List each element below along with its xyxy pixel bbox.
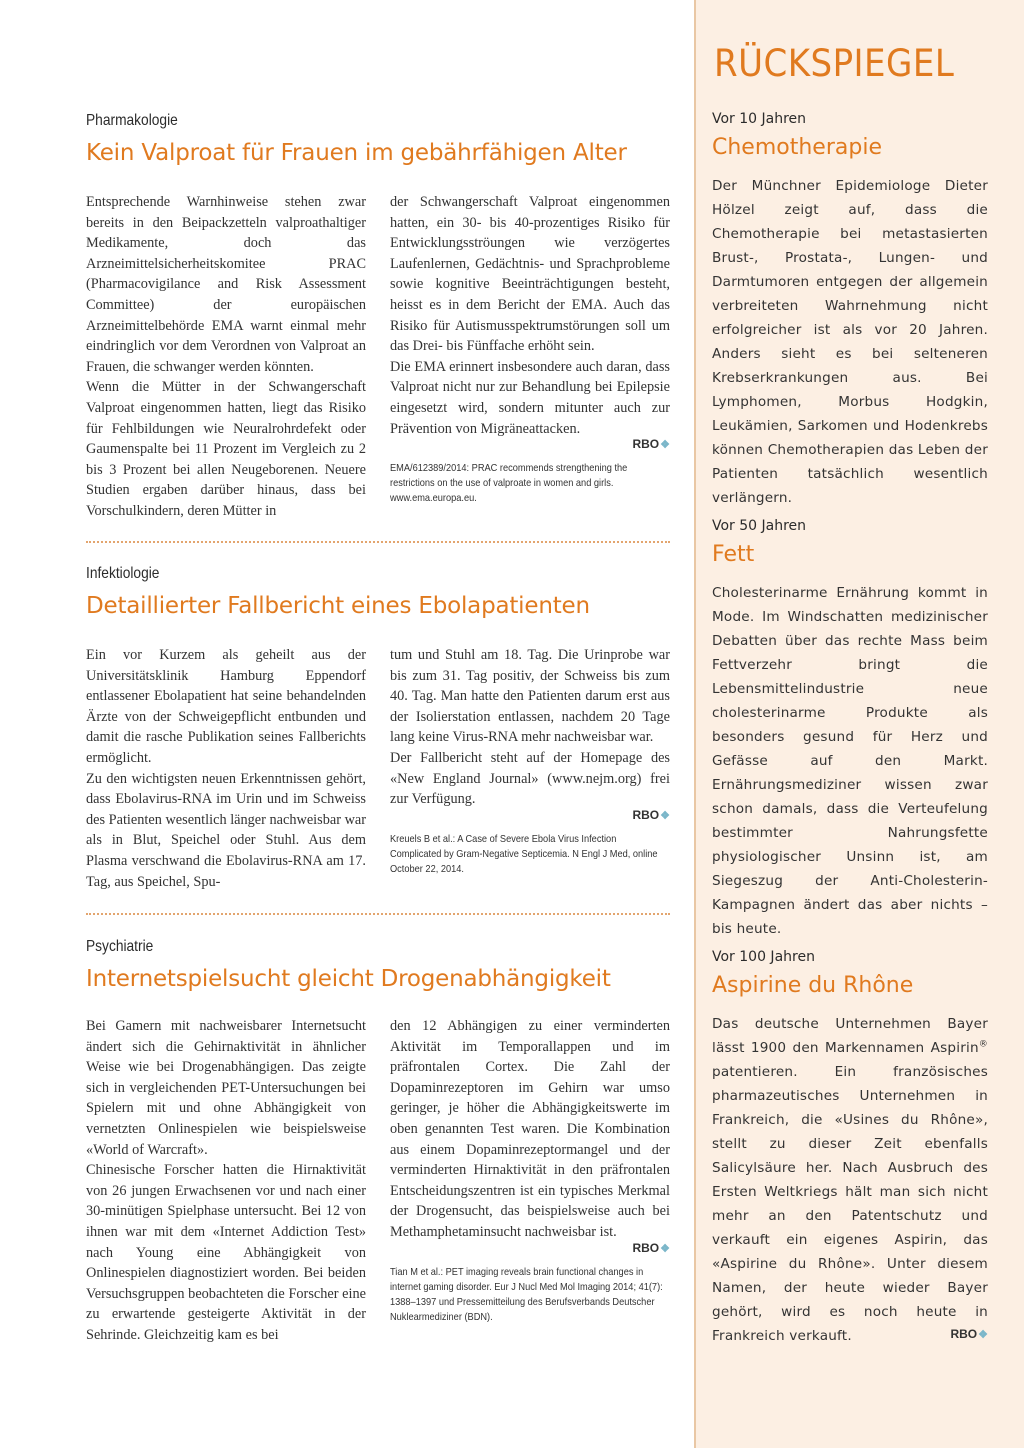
sidebar-text: Cholesterinarme Ernährung kommt in Mode. Im Windschatten medizinischer Debatten über das rechte Mass beim Fettverzehr bringt die Lebensmittelindustrie neue cholesterinarme Produkte als besonders gesund für Herz und Gefässe auf den Markt. Ernährungsmediziner wissen zwar schon damals, dass die Verteufelung bestimmter Nahrungsfette physiologischer Unsinn ist, am Siegeszug der Anti-Cholesterin-Kampagnen ändert das aber nichts – bis heute. [712,585,988,937]
sidebar-year: Vor 50 Jahren [712,518,807,534]
author-signature: RBO❖ [950,1327,988,1341]
article-column-right [390,645,670,877]
article-pharmakologie [86,112,670,519]
sidebar-rueckspiegel [694,0,1024,1448]
diamond-icon: ❖ [660,1242,670,1255]
author-signature: RBO❖ [632,437,670,452]
section-divider [86,913,670,915]
sidebar-headline: Chemotherapie [712,135,882,160]
article-rubric: Pharmakologie [86,112,178,129]
sidebar-section-100-years [712,949,988,1348]
sidebar-text: Das deutsche Unternehmen Bayer lässt 1900 den Markennamen Aspirin® patentieren. Ein französisches pharmazeutisches Unternehmen in Frankreich, die «Usines du Rhône», stellt zu dieser Zeit ebenfalls Salicylsäure her. Nach Ausbruch des Ersten Weltkriegs hält man sich nicht mehr an den Patentschutz und verkauft ein eigenes Aspirin, das «Aspirine du Rhône». Unter diesem Namen, der heute wieder Bayer gehört, wird es noch heute in Frankreich verkauft. [712,1016,988,1344]
article-column-left [86,192,366,522]
diamond-icon: ❖ [660,439,670,452]
article-psychiatrie [86,938,670,1343]
author-signature: RBO❖ [632,807,670,822]
section-divider [86,541,670,543]
article-column-right [390,1016,670,1325]
paragraph: Bei Gamern mit nachweisbarer Internetsucht ändert sich die Gehirnaktivität in ähnlicher Weise wie bei Drogenabhängigen. Das zeigte sich in vergleichenden PET-Untersuchungen bei Spielern mit und ohne Abhängigkeit von vernetzten Onlinespielen wie beispielsweise «World of Warcraft». [86,1018,366,1158]
paragraph: Der Fallbericht steht auf der Homepage des «New England Journal» (www.nejm.org) frei zur Verfügung. [390,749,670,808]
paragraph: der Schwangerschaft Valproat eingenommen hatten, ein 30- bis 40-prozentiges Risiko für Entwicklungsströungen wie verzögertes Laufenlernen, Gedächtnis- und Sprachprobleme sowie kognitive Beeinträchtigungen besteht, heisst es in dem Bericht der EMA. Auch das Risiko für Autismusspektrumstörungen soll um das Drei- bis Fünffache erhöht sein. [390,194,670,355]
paragraph: Ein vor Kurzem als geheilt aus der Universitätsklinik Hamburg Eppendorf entlassener Ebolapatient hat seine behandelnden Ärzte von der Schweigepflicht entbunden und damit die rasche Publikation seines Fallberichts ermöglicht. [86,647,366,766]
article-rubric: Infektiologie [86,565,160,582]
sidebar-year: Vor 100 Jahren [712,949,815,965]
article-infektiologie [86,565,670,890]
reference-note: Tian M et al.: PET imaging reveals brain functional changes in internet gaming disorder. Eur J Nucl Med Mol Imaging 2014; 41(7): 1388–1397 und Pressemitteilung des Berufsverbands Deutscher Nuklearmediziner (BDN). [390,1265,663,1323]
article-column-left [86,1016,366,1346]
paragraph: den 12 Abhängigen zu einer verminderten Aktivität im Temporallappen und im präfrontalen Cortex. Die Zahl der Dopaminrezeptoren im Gehirn war umso geringer, je höher die Abhängigkeitswerte im oben genannten Test waren. Die Kombination aus einem Dopaminrezeptormangel und der verminderten Hirnaktivität in den präfrontalen Entscheidungszentren ist ein typisches Merkmal der Drogensucht, das beispielsweise auch bei Methamphetaminsucht nachweisbar ist. [390,1018,670,1240]
sidebar-section-10-years [712,111,988,510]
article-headline: Internetspielsucht gleicht Drogenabhängigkeit [86,966,611,992]
paragraph: Zu den wichtigsten neuen Erkenntnissen gehört, dass Ebolavirus-RNA im Urin und im Schweiss des Patienten wesentlich länger nachweisbar war als in Blut, Speichel oder Stuhl. Aus dem Plasma verschwand die Ebolavirus-RNA am 17. Tag, aus Speichel, Spu- [86,770,366,890]
article-headline: Kein Valproat für Frauen im gebährfähigen Alter [86,140,627,166]
sidebar-section-50-years [712,518,988,941]
article-rubric: Psychiatrie [86,938,154,955]
diamond-icon: ❖ [660,809,670,822]
author-signature: RBO❖ [632,1240,670,1255]
sidebar-title: RÜCKSPIEGEL [714,42,955,85]
article-column-right [390,192,670,506]
diamond-icon: ❖ [978,1329,988,1341]
registered-mark: ® [978,1039,988,1050]
paragraph: Die EMA erinnert insbesondere auch daran, dass Valproat nicht nur zur Behandlung bei Epilepsie eingesetzt wird, sondern mitunter auch zur Prävention von Migräneattacken. [390,358,670,437]
reference-note: EMA/612389/2014: PRAC recommends strengthening the restrictions on the use of valproate in women and girls. www.ema.europa.eu. [390,462,628,505]
sidebar-text: Der Münchner Epidemiologe Dieter Hölzel zeigt auf, dass die Chemotherapie bei metastasierten Brust-, Prostata-, Lungen- und Darmtumoren entgegen der allgemein verbreiteten Wahrnehmung nicht erfolgreicher ist als vor 20 Jahren. Anders sieht es bei selteneren Krebserkrankungen aus. Bei Lymphomen, Morbus Hodgkin, Leukämien, Sarkomen und Hodenkrebs können Chemotherapien das Leben der Patienten tatsächlich wesentlich verlängern. [712,178,988,506]
sidebar-headline: Fett [712,542,755,567]
paragraph: Wenn die Mütter in der Schwangerschaft Valproat eingenommen hatten, liegt das Risiko für Fehlbildungen wie Neuralrohrdefekt oder Gaumenspalte bei 11 Prozent im Vergleich zu 2 bis 3 Prozent bei allen Neugeborenen. Neuere Studien ergaben darüber hinaus, dass bei Vorschulkindern, deren Mütter in [86,379,366,519]
paragraph: tum und Stuhl am 18. Tag. Die Urinprobe war bis zum 31. Tag positiv, der Schweiss bis zum 40. Tag. Man hatte den Patienten darum erst aus der Isolierstation entlassen, nachdem 20 Tage lang keine Virus-RNA mehr nachweisbar war. [390,647,670,746]
paragraph: Chinesische Forscher hatten die Hirnaktivität von 26 jungen Erwachsenen vor und nach einer 30-minütigen Spielphase untersucht. Bei 12 von ihnen war mit dem «Internet Addiction Test» nach Young eine Abhängigkeit von Onlinespielen diagnostiziert worden. Bei beiden Versuchsgruppen beobachteten die Forscher eine zu erwartende gesteigerte Aktivität in der Sehrinde. Gleichzeitig kam es bei [86,1162,366,1343]
reference-note: Kreuels B et al.: A Case of Severe Ebola Virus Infection Complicated by Gram-Negative Septicemia. N Engl J Med, online October 22, 2014. [390,832,658,875]
article-headline: Detaillierter Fallbericht eines Ebolapatienten [86,593,590,619]
sidebar-headline: Aspirine du Rhône [712,973,914,998]
paragraph: Entsprechende Warnhinweise stehen zwar bereits in den Beipackzetteln valproathaltiger Medikamente, doch das Arzneimittelsicherheitskomitee PRAC (Pharmacovigilance and Risk Assessment Committee) der europäischen Arzneimittelbehörde EMA warnt einmal mehr eindringlich vor dem Verordnen von Valproat an Frauen, die schwanger werden könnten. [86,194,366,375]
sidebar-year: Vor 10 Jahren [712,111,807,127]
article-column-left [86,645,366,892]
